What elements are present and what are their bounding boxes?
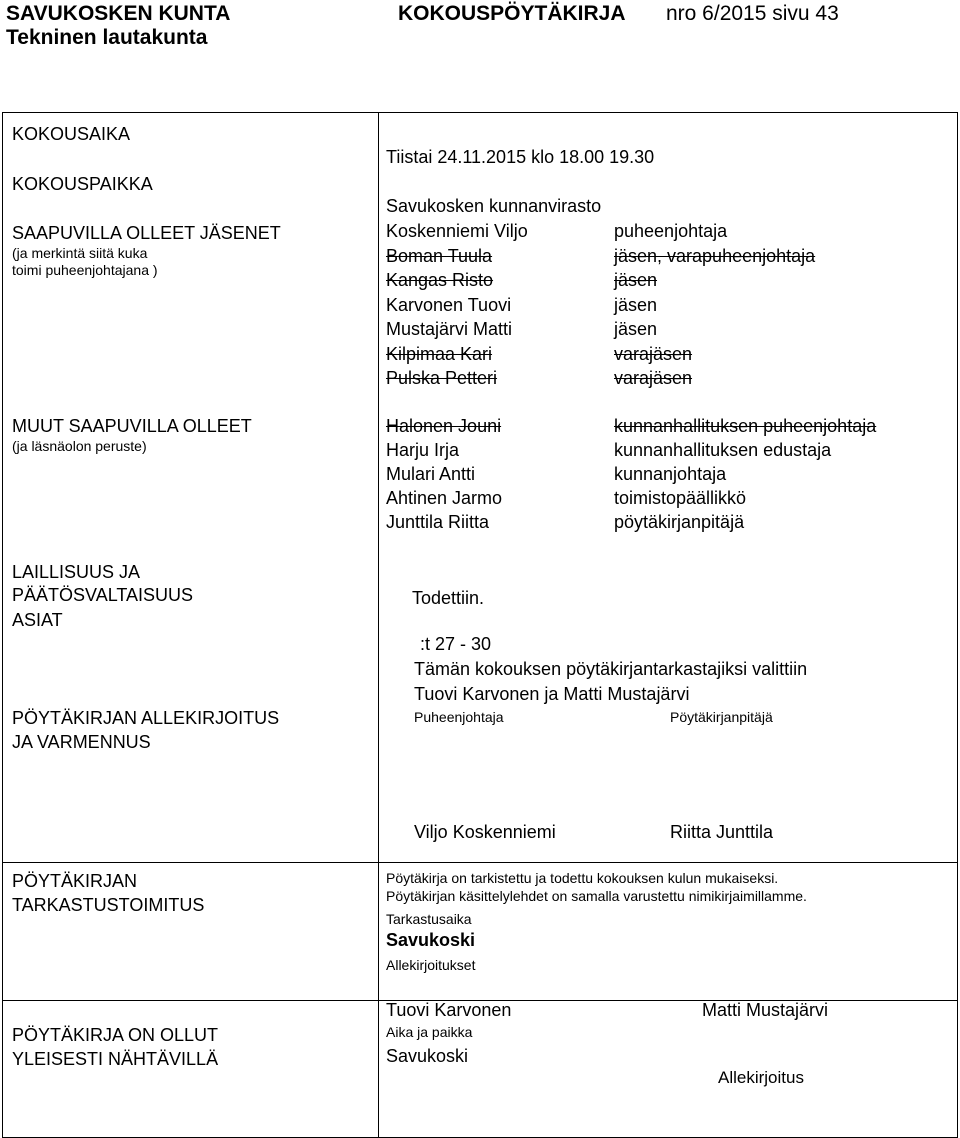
org-name: SAVUKOSKEN KUNTA bbox=[6, 2, 231, 25]
column-divider bbox=[378, 112, 379, 1138]
items-text: :t 27 - 30 bbox=[420, 634, 492, 654]
label-members: SAAPUVILLA OLLEET JÄSENET bbox=[12, 223, 281, 243]
other-role: kunnanhallituksen edustaja bbox=[614, 440, 832, 460]
inspectors-line-1: Tämän kokouksen pöytäkirjantarkastajiksi valittiin bbox=[414, 659, 808, 679]
other-name: Halonen Jouni bbox=[386, 416, 502, 436]
other-role: pöytäkirjanpitäjä bbox=[614, 512, 745, 532]
other-name: Harju Irja bbox=[386, 440, 460, 460]
member-name: Mustajärvi Matti bbox=[386, 319, 513, 339]
label-inspection-2: TARKASTUSTOIMITUS bbox=[12, 895, 205, 915]
member-name: Koskenniemi Viljo bbox=[386, 221, 528, 241]
label-meeting-time: KOKOUSAIKA bbox=[12, 124, 131, 144]
label-legality-2: PÄÄTÖSVALTAISUUS bbox=[12, 585, 194, 605]
member-role: varajäsen bbox=[614, 368, 693, 388]
label-meeting-place: KOKOUSPAIKKA bbox=[12, 174, 153, 194]
member-name: Boman Tuula bbox=[386, 245, 493, 266]
other-name: Junttila Riitta bbox=[386, 512, 490, 532]
label-members-note-2: toimi puheenjohtajana ) bbox=[12, 262, 158, 278]
meeting-time: Tiistai 24.11.2015 klo 18.00 19.30 bbox=[386, 147, 655, 167]
other-role: toimistopäällikkö bbox=[614, 488, 747, 508]
label-signature-2: JA VARMENNUS bbox=[12, 732, 151, 752]
chair-title: Puheenjohtaja bbox=[414, 709, 504, 725]
member-role: jäsen bbox=[614, 270, 658, 290]
display-place: Savukoski bbox=[386, 1046, 469, 1066]
display-time-place-label: Aika ja paikka bbox=[386, 1024, 473, 1040]
label-items: ASIAT bbox=[12, 610, 63, 630]
label-members-note-1: (ja merkintä siitä kuka bbox=[12, 245, 148, 261]
member-name: Kangas Risto bbox=[386, 270, 494, 290]
label-display-2: YLEISESTI NÄHTÄVILLÄ bbox=[12, 1049, 219, 1069]
secretary-title: Pöytäkirjanpitäjä bbox=[670, 709, 773, 725]
doc-number-page: nro 6/2015 sivu 43 bbox=[666, 2, 839, 25]
chair-name: Viljo Koskenniemi bbox=[414, 822, 556, 842]
inspection-line-1: Pöytäkirja on tarkistettu ja todettu kokouksen kulun mukaiseksi. bbox=[386, 870, 779, 886]
other-role: kunnanjohtaja bbox=[614, 464, 727, 484]
display-signature-label: Allekirjoitus bbox=[718, 1068, 804, 1087]
meeting-place: Savukosken kunnanvirasto bbox=[386, 196, 602, 216]
label-others-note: (ja läsnäolon peruste) bbox=[12, 438, 147, 454]
label-signature-1: PÖYTÄKIRJAN ALLEKIRJOITUS bbox=[12, 708, 280, 728]
other-role: kunnanhallituksen puheenjohtaja bbox=[614, 416, 877, 436]
label-legality-1: LAILLISUUS JA bbox=[12, 562, 141, 582]
member-role: jäsen bbox=[614, 319, 658, 339]
other-name: Ahtinen Jarmo bbox=[386, 488, 503, 508]
other-name: Mulari Antti bbox=[386, 464, 476, 484]
inspector-name-2: Matti Mustajärvi bbox=[702, 1000, 829, 1020]
committee-name: Tekninen lautakunta bbox=[6, 26, 208, 49]
inspector-name-1: Tuovi Karvonen bbox=[386, 1000, 512, 1020]
member-name: Kilpimaa Kari bbox=[386, 343, 493, 364]
inspection-time-label: Tarkastusaika bbox=[386, 911, 472, 927]
section-divider-inspection bbox=[2, 862, 958, 863]
member-name: Pulska Petteri bbox=[386, 368, 498, 388]
member-role: jäsen, varapuheenjohtaja bbox=[614, 245, 816, 266]
member-role: varajäsen bbox=[614, 343, 693, 364]
member-role: jäsen bbox=[614, 294, 658, 315]
inspection-signatures-label: Allekirjoitukset bbox=[386, 957, 476, 973]
inspectors-line-2: Tuovi Karvonen ja Matti Mustajärvi bbox=[414, 684, 690, 704]
inspection-line-2: Pöytäkirjan käsittelylehdet on samalla varustettu nimikirjaimillamme. bbox=[386, 888, 807, 904]
label-display-1: PÖYTÄKIRJA ON OLLUT bbox=[12, 1025, 219, 1045]
doc-type: KOKOUSPÖYTÄKIRJA bbox=[398, 2, 626, 25]
label-others: MUUT SAAPUVILLA OLLEET bbox=[12, 416, 252, 436]
inspection-place: Savukoski bbox=[386, 930, 476, 950]
label-inspection-1: PÖYTÄKIRJAN bbox=[12, 871, 138, 891]
member-role: puheenjohtaja bbox=[614, 221, 728, 241]
secretary-name: Riitta Junttila bbox=[670, 822, 774, 842]
member-name: Karvonen Tuovi bbox=[386, 294, 512, 315]
legality-text: Todettiin. bbox=[412, 588, 485, 608]
